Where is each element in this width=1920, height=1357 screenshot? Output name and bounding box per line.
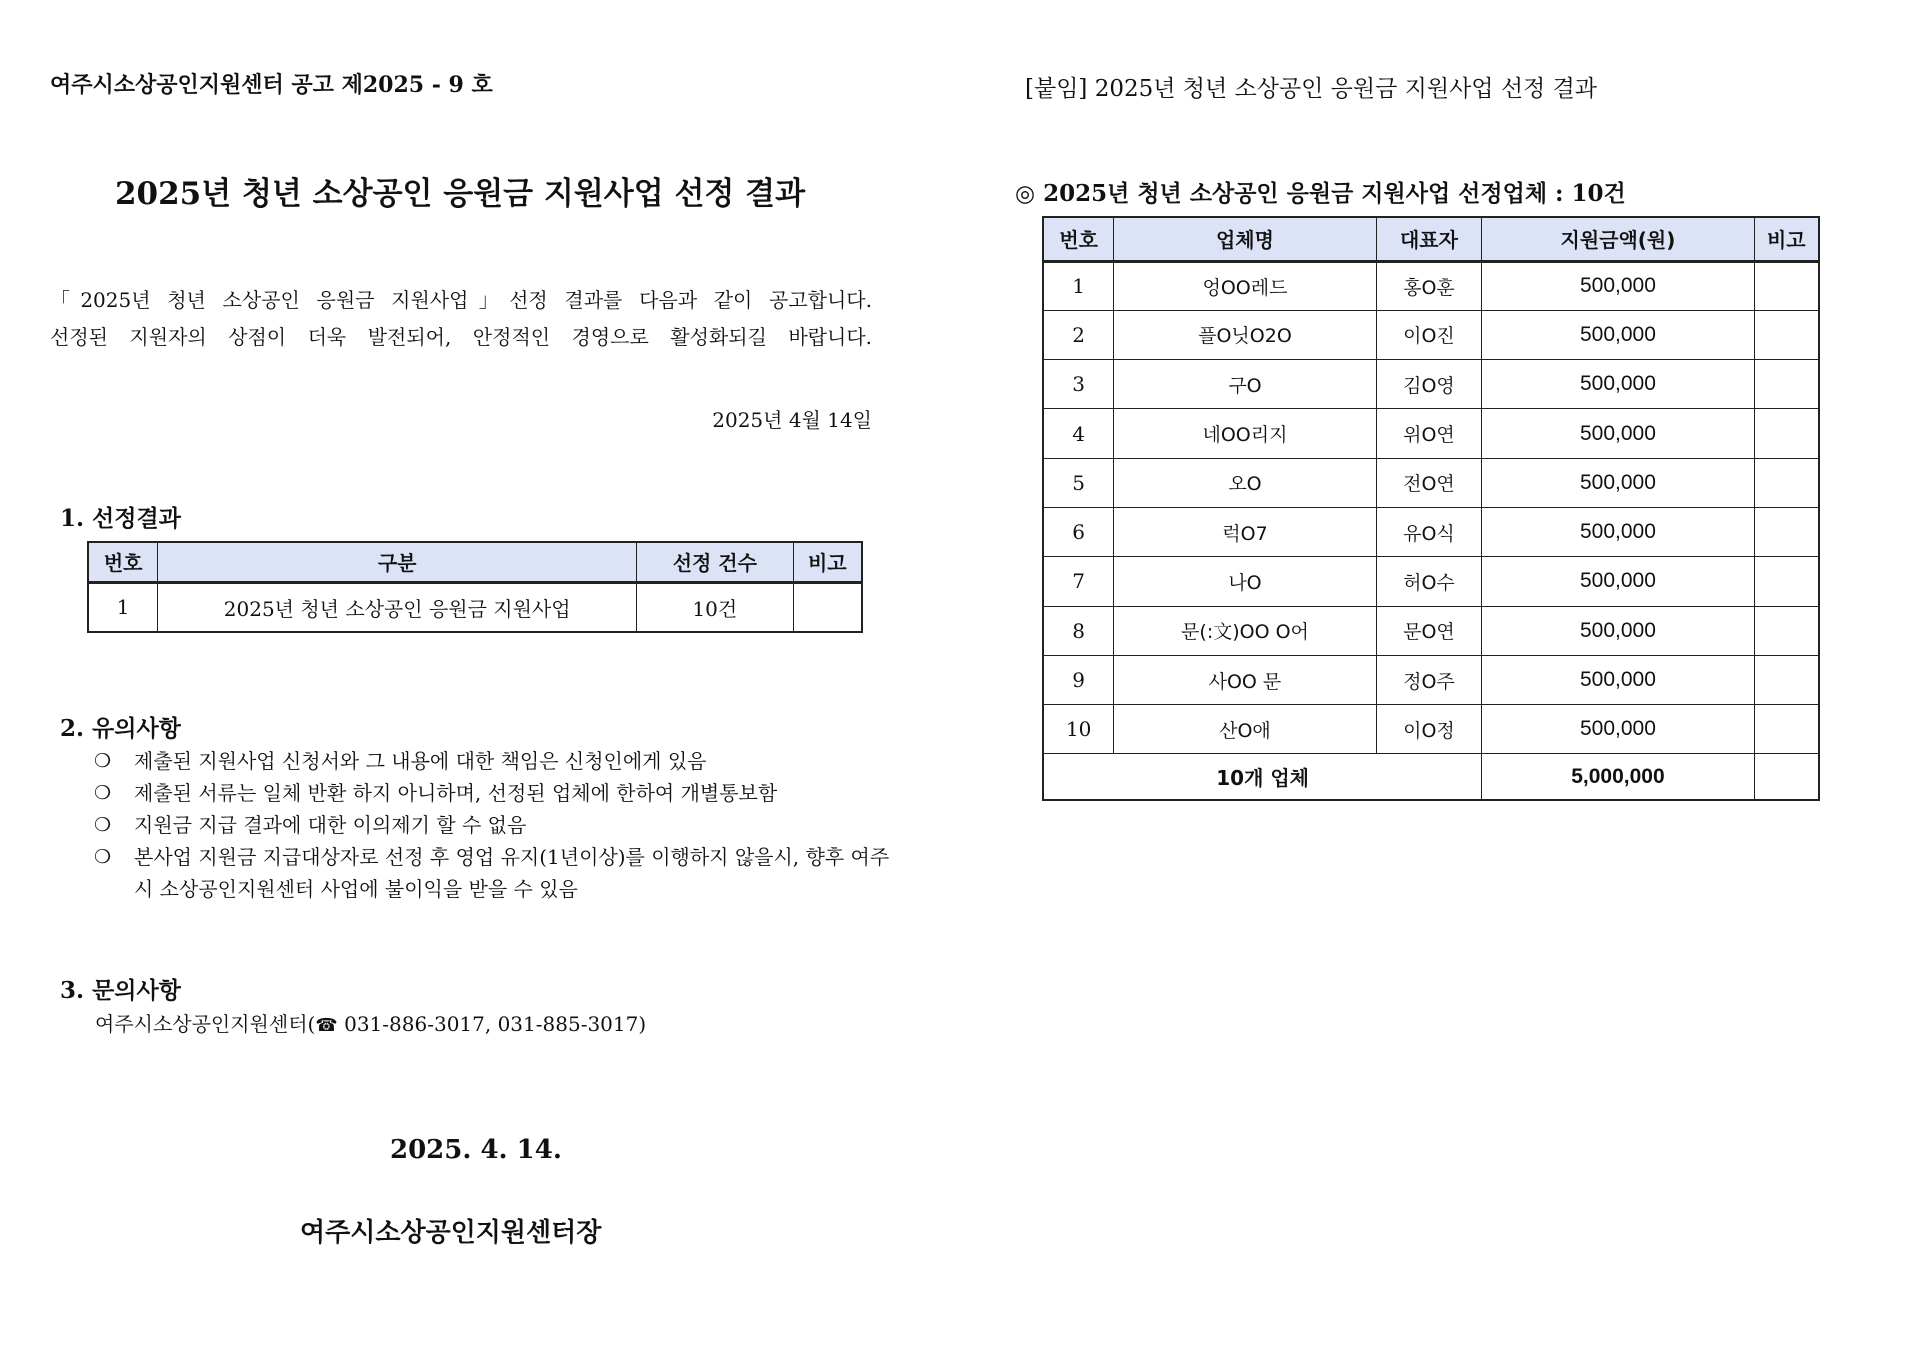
column-header-note: 비고 bbox=[1754, 217, 1819, 261]
cell-note bbox=[1754, 261, 1819, 310]
contact-numbers: 031-886-3017, 031-885-3017) bbox=[337, 1012, 647, 1036]
cell-amount: 500,000 bbox=[1482, 458, 1754, 507]
circle-bullet-icon: ❍ bbox=[94, 814, 112, 836]
section-heading-inquiries: 3. 문의사항 bbox=[60, 977, 181, 1004]
cell-representative: 전O연 bbox=[1376, 458, 1482, 507]
precaution-text: 지원금 지급 결과에 대한 이의제기 할 수 없음 bbox=[134, 813, 527, 837]
cell-amount: 500,000 bbox=[1482, 360, 1754, 409]
total-note bbox=[1754, 754, 1819, 800]
cell-number: 9 bbox=[1043, 655, 1114, 704]
cell-number: 4 bbox=[1043, 409, 1114, 458]
cell-note bbox=[1754, 606, 1819, 655]
cell-company-name: 나O bbox=[1114, 557, 1376, 606]
column-header-note: 비고 bbox=[793, 542, 862, 582]
attachment-heading: [붙임] 2025년 청년 소상공인 응원금 지원사업 선정 결과 bbox=[1025, 76, 1598, 102]
cell-number: 3 bbox=[1043, 360, 1114, 409]
cell-number: 1 bbox=[1043, 261, 1114, 310]
column-header-number: 번호 bbox=[88, 542, 158, 582]
table-row bbox=[1043, 310, 1819, 359]
circle-bullet-icon: ❍ bbox=[94, 782, 112, 804]
intro-line-1: 「2025년 청년 소상공인 응원금 지원사업」선정 결과를 다음과 같이 공고합니다. bbox=[50, 288, 872, 312]
cell-amount: 500,000 bbox=[1482, 705, 1754, 754]
intro-paragraph bbox=[50, 282, 872, 356]
table-total-row bbox=[1043, 754, 1819, 800]
cell-count: 10건 bbox=[637, 582, 794, 632]
selected-companies-table bbox=[1042, 216, 1820, 801]
announcement-date: 2025년 4월 14일 bbox=[712, 408, 872, 432]
cell-company-name: 구O bbox=[1114, 360, 1376, 409]
cell-amount: 500,000 bbox=[1482, 409, 1754, 458]
phone-icon: ☎ bbox=[315, 1015, 338, 1036]
cell-company-name: 문(:文)OO O어 bbox=[1114, 606, 1376, 655]
cell-amount: 500,000 bbox=[1482, 655, 1754, 704]
cell-number: 2 bbox=[1043, 310, 1114, 359]
intro-line-2: 선정된 지원자의 상점이 더욱 발전되어, 안정적인 경영으로 활성화되길 바랍니다. bbox=[50, 325, 872, 349]
list-item bbox=[90, 777, 890, 809]
cell-company-name: 오O bbox=[1114, 458, 1376, 507]
section-heading-selection-result: 1. 선정결과 bbox=[60, 505, 181, 532]
table-row bbox=[1043, 360, 1819, 409]
cell-category: 2025년 청년 소상공인 응원금 지원사업 bbox=[158, 582, 637, 632]
cell-number: 5 bbox=[1043, 458, 1114, 507]
table-row bbox=[1043, 705, 1819, 754]
column-header-amount: 지원금액(원) bbox=[1482, 217, 1754, 261]
cell-note bbox=[1754, 310, 1819, 359]
cell-company-name: 엉OO레드 bbox=[1114, 261, 1376, 310]
cell-number: 6 bbox=[1043, 507, 1114, 556]
table-header-row bbox=[1043, 217, 1819, 261]
cell-representative: 홍O훈 bbox=[1376, 261, 1482, 310]
column-header-count: 선정 건수 bbox=[637, 542, 794, 582]
footer-organization: 여주시소상공인지원센터장 bbox=[300, 1218, 602, 1248]
list-item bbox=[90, 809, 890, 841]
cell-representative: 위O연 bbox=[1376, 409, 1482, 458]
section-heading-precautions: 2. 유의사항 bbox=[60, 715, 181, 742]
cell-note bbox=[793, 582, 862, 632]
precaution-text: 제출된 서류는 일체 반환 하지 아니하며, 선정된 업체에 한하여 개별통보함 bbox=[134, 781, 778, 805]
table-row bbox=[1043, 606, 1819, 655]
cell-note bbox=[1754, 557, 1819, 606]
cell-representative: 정O주 bbox=[1376, 655, 1482, 704]
table-row bbox=[1043, 458, 1819, 507]
cell-number: 1 bbox=[88, 582, 158, 632]
cell-company-name: 사OO 문 bbox=[1114, 655, 1376, 704]
table-header-row bbox=[88, 542, 862, 582]
column-header-category: 구분 bbox=[158, 542, 637, 582]
cell-representative: 허O수 bbox=[1376, 557, 1482, 606]
cell-amount: 500,000 bbox=[1482, 557, 1754, 606]
cell-number: 8 bbox=[1043, 606, 1114, 655]
table-row bbox=[1043, 507, 1819, 556]
cell-company-name: 네OO리지 bbox=[1114, 409, 1376, 458]
footer-date: 2025. 4. 14. bbox=[390, 1135, 562, 1165]
precaution-text: 본사업 지원금 지급대상자로 선정 후 영업 유지(1년이상)를 이행하지 않을시, 향후 여주시 소상공인지원센터 사업에 불이익을 받을 수 있음 bbox=[134, 845, 890, 901]
table-row bbox=[1043, 261, 1819, 310]
cell-amount: 500,000 bbox=[1482, 606, 1754, 655]
column-header-company-name: 업체명 bbox=[1114, 217, 1376, 261]
precautions-list bbox=[90, 745, 890, 905]
cell-note bbox=[1754, 705, 1819, 754]
list-item bbox=[90, 841, 890, 905]
selected-companies-heading: ◎ 2025년 청년 소상공인 응원금 지원사업 선정업체 : 10건 bbox=[1015, 180, 1626, 207]
notice-number: 여주시소상공인지원센터 공고 제2025 - 9 호 bbox=[50, 72, 493, 98]
precaution-text: 제출된 지원사업 신청서와 그 내용에 대한 책임은 신청인에게 있음 bbox=[134, 749, 707, 773]
table-row bbox=[1043, 409, 1819, 458]
cell-company-name: 산O애 bbox=[1114, 705, 1376, 754]
cell-note bbox=[1754, 458, 1819, 507]
table-row bbox=[1043, 557, 1819, 606]
cell-representative: 김O영 bbox=[1376, 360, 1482, 409]
total-label: 10개 업체 bbox=[1043, 754, 1482, 800]
cell-representative: 이O진 bbox=[1376, 310, 1482, 359]
circle-bullet-icon: ❍ bbox=[94, 846, 112, 868]
table-row bbox=[88, 582, 862, 632]
cell-amount: 500,000 bbox=[1482, 261, 1754, 310]
cell-note bbox=[1754, 655, 1819, 704]
document-title: 2025년 청년 소상공인 응원금 지원사업 선정 결과 bbox=[114, 176, 806, 212]
circle-bullet-icon: ❍ bbox=[94, 750, 112, 772]
cell-company-name: 플O닛O2O bbox=[1114, 310, 1376, 359]
column-header-number: 번호 bbox=[1043, 217, 1114, 261]
total-amount: 5,000,000 bbox=[1482, 754, 1754, 800]
table-row bbox=[1043, 655, 1819, 704]
list-item bbox=[90, 745, 890, 777]
contact-line bbox=[95, 1008, 646, 1037]
cell-representative: 이O정 bbox=[1376, 705, 1482, 754]
cell-amount: 500,000 bbox=[1482, 507, 1754, 556]
cell-number: 10 bbox=[1043, 705, 1114, 754]
cell-amount: 500,000 bbox=[1482, 310, 1754, 359]
cell-note bbox=[1754, 409, 1819, 458]
cell-number: 7 bbox=[1043, 557, 1114, 606]
cell-company-name: 럭O7 bbox=[1114, 507, 1376, 556]
cell-representative: 문O연 bbox=[1376, 606, 1482, 655]
cell-note bbox=[1754, 360, 1819, 409]
column-header-representative: 대표자 bbox=[1376, 217, 1482, 261]
selection-result-table bbox=[87, 541, 863, 633]
cell-representative: 유O식 bbox=[1376, 507, 1482, 556]
contact-org: 여주시소상공인지원센터( bbox=[95, 1012, 316, 1036]
cell-note bbox=[1754, 507, 1819, 556]
